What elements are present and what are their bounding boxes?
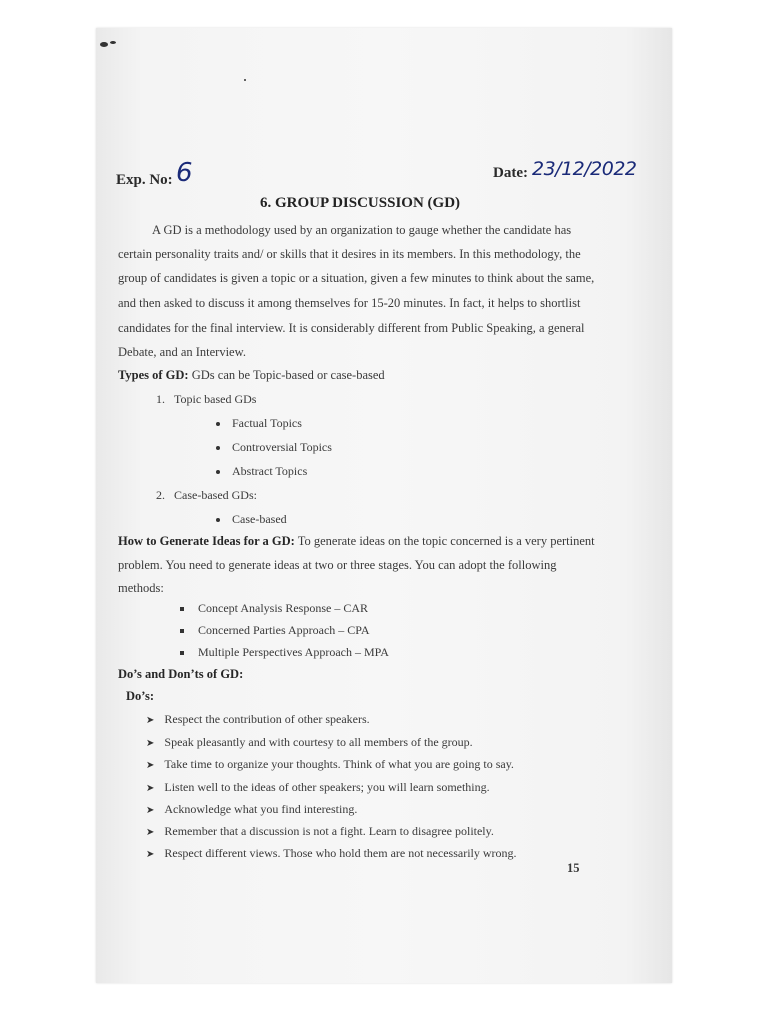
bullet-item <box>216 512 287 527</box>
arrow-bullet-icon: ➤ <box>146 827 155 838</box>
intro-line: and then asked to discuss it among themselves for 15-20 minutes. In fact, it helps to shortlist <box>118 296 581 310</box>
ideas-text: To generate ideas on the topic concerned is a very pertinent <box>294 534 595 548</box>
types-of-gd-line <box>118 368 385 383</box>
item-number: 1. <box>156 392 165 406</box>
bullet-text: Case-based <box>232 512 287 526</box>
arrow-bullet-icon: ➤ <box>146 849 155 860</box>
exp-no-value: 6 <box>176 158 193 188</box>
scan-speck <box>244 79 246 81</box>
types-heading: Types of GD: <box>118 368 189 382</box>
exp-no-label: Exp. No: <box>116 172 173 188</box>
dos-text: Speak pleasantly and with courtesy to all members of the group. <box>164 735 473 749</box>
intro-line: candidates for the final interview. It is considerably different from Public Speaking, a general <box>118 321 585 335</box>
intro-line: Debate, and an Interview. <box>118 345 246 359</box>
intro-line: certain personality traits and/ or skills that it desires in its members. In this methodology, the <box>118 247 581 261</box>
dos-item <box>146 780 490 795</box>
document-page <box>96 28 672 983</box>
date-label: Date: <box>493 165 528 181</box>
numbered-item <box>156 488 257 503</box>
page-number: 15 <box>567 861 580 875</box>
method-text: Multiple Perspectives Approach – MPA <box>198 645 389 659</box>
ideas-line: methods: <box>118 581 164 595</box>
arrow-bullet-icon: ➤ <box>146 715 155 726</box>
item-number: 2. <box>156 488 165 502</box>
square-bullet-icon <box>180 607 184 611</box>
scan-speck <box>100 42 108 47</box>
bullet-text: Controversial Topics <box>232 440 332 454</box>
bullet-item <box>216 416 302 431</box>
ideas-line <box>118 534 595 549</box>
bullet-icon <box>216 446 220 450</box>
scan-speck <box>110 41 116 44</box>
bullet-text: Abstract Topics <box>232 464 308 478</box>
dos-item <box>146 846 517 861</box>
method-text: Concerned Parties Approach – CPA <box>198 623 370 637</box>
square-bullet-icon <box>180 651 184 655</box>
dos-text: Take time to organize your thoughts. Think of what you are going to say. <box>164 757 514 771</box>
method-item <box>180 623 370 638</box>
arrow-bullet-icon: ➤ <box>146 805 155 816</box>
dos-item <box>146 802 357 817</box>
bullet-icon <box>216 422 220 426</box>
intro-line: A GD is a methodology used by an organization to gauge whether the candidate has <box>152 223 572 237</box>
dos-text: Listen well to the ideas of other speakers; you will learn something. <box>164 780 490 794</box>
dos-item <box>146 757 514 772</box>
dos-item <box>146 735 473 750</box>
ideas-line: problem. You need to generate ideas at two or three stages. You can adopt the following <box>118 558 557 572</box>
bullet-text: Factual Topics <box>232 416 302 430</box>
method-text: Concept Analysis Response – CAR <box>198 601 368 615</box>
dos-text: Respect different views. Those who hold them are not necessarily wrong. <box>164 846 517 860</box>
dos-heading: Do’s: <box>126 689 155 703</box>
arrow-bullet-icon: ➤ <box>146 738 155 749</box>
method-item <box>180 645 389 660</box>
dos-donts-heading: Do’s and Don’ts of GD: <box>118 667 244 681</box>
types-text: GDs can be Topic-based or case-based <box>188 368 385 382</box>
bullet-item <box>216 440 332 455</box>
dos-text: Acknowledge what you find interesting. <box>164 802 358 816</box>
arrow-bullet-icon: ➤ <box>146 760 155 771</box>
date-value: 23/12/2022 <box>532 158 637 180</box>
ideas-heading: How to Generate Ideas for a GD: <box>118 534 295 548</box>
dos-item <box>146 712 370 727</box>
dos-item <box>146 824 494 839</box>
dos-text: Remember that a discussion is not a fight. Learn to disagree politely. <box>164 824 494 838</box>
dos-text: Respect the contribution of other speakers. <box>164 712 370 726</box>
bullet-icon <box>216 518 220 522</box>
square-bullet-icon <box>180 629 184 633</box>
item-label: Topic based GDs <box>174 392 257 406</box>
item-label: Case-based GDs: <box>174 488 257 502</box>
numbered-item <box>156 392 256 407</box>
bullet-item <box>216 464 307 479</box>
page-title: 6. GROUP DISCUSSION (GD) <box>260 195 461 211</box>
method-item <box>180 601 368 616</box>
intro-line: group of candidates is given a topic or a situation, given a few minutes to think about the same, <box>118 271 595 285</box>
arrow-bullet-icon: ➤ <box>146 783 155 794</box>
bullet-icon <box>216 470 220 474</box>
